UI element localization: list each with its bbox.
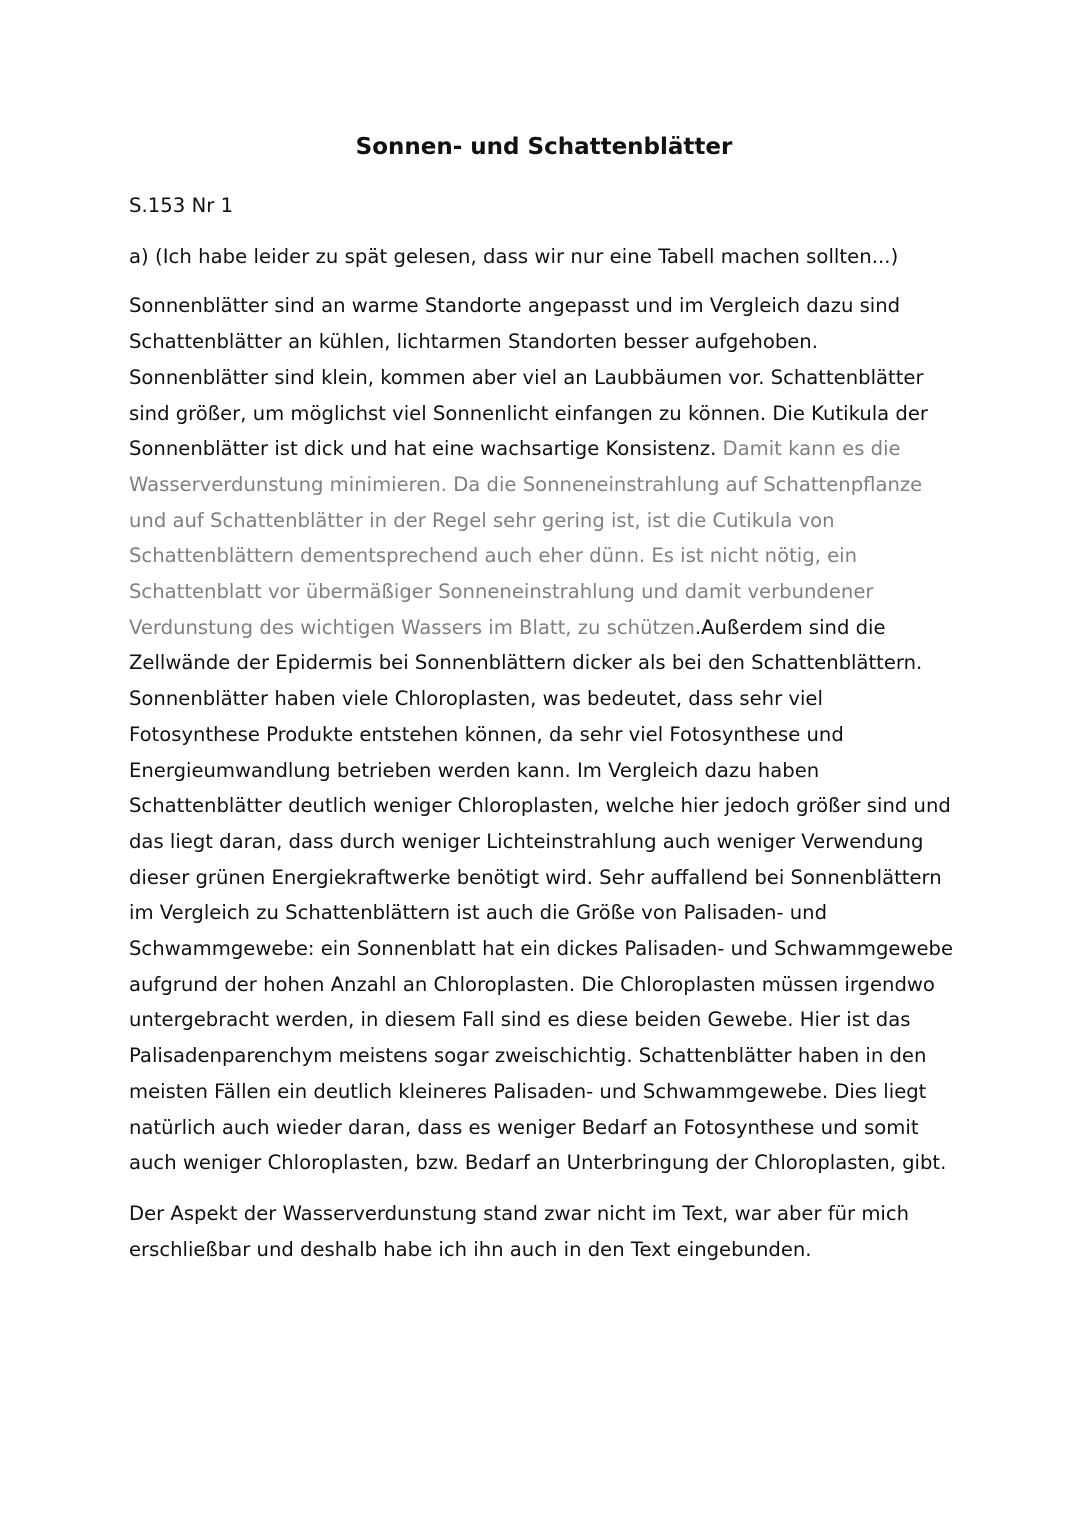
page-reference: S.153 Nr 1 [129, 194, 234, 217]
document-page [129, 130, 959, 1282]
paragraph-1-part-3: .Außerdem sind die Zellwände der Epidermis bei Sonnenblättern dicker als bei den Schattenblättern. Sonnenblätter haben viele Chloroplasten, was bedeutet, dass sehr viel Fotosynthese Produkte entstehen können, da sehr viel Fotosynthese und Energieumwandlung betrieben werden kann. Im Vergleich dazu haben Schattenblätter deutlich weniger Chloroplasten, welche hier jedoch größer sind und das liegt daran, dass durch weniger Lichteinstrahlung auch weniger Verwendung dieser grünen Energiekraftwerke benötigt wird. Sehr auffallend bei Sonnenblättern im Vergleich zu Schattenblättern ist auch die Größe von Palisaden- und Schwammgewebe: ein Sonnenblatt hat ein dickes Palisaden- und Schwammgewebe aufgrund der hohen Anzahl an Chloroplasten. Die Chloroplasten müssen irgendwo untergebracht werden, in diesem Fall sind es diese beiden Gewebe. Hier ist das Palisadenparenchym meistens sogar zweischichtig. Schattenblätter haben in den meisten Fällen ein deutlich kleineres Palisaden- und Schwammgewebe. Dies liegt natürlich auch wieder daran, dass es weniger Bedarf an Fotosynthese und somit auch weniger Chloroplasten, bzw. Bedarf an Unterbringung der Chloroplasten, gibt. [129, 615, 954, 1175]
paragraph-1-muted-part: Damit kann es die Wasserverdunstung minimieren. Da die Sonneneinstrahlung auf Schattenpflanze und auf Schattenblätter in der Regel sehr gering ist, ist die Cutikula von Schattenblättern dementsprechend auch eher dünn. Es ist nicht nötig, ein Schattenblatt vor übermäßiger Sonneneinstrahlung und damit verbundener Verdunstung des wichtigen Wassers im Blatt, zu schützen [129, 437, 923, 639]
body-paragraph-2: Der Aspekt der Wasserverdunstung stand zwar nicht im Text, war aber für mich erschließbar und deshalb habe ich ihn auch in den Text eingebunden. [129, 1201, 910, 1261]
task-note: a) (Ich habe leider zu spät gelesen, dass wir nur eine Tabell machen sollten...) [129, 244, 899, 268]
paragraph-1-part-1: Sonnenblätter sind an warme Standorte angepasst und im Vergleich dazu sind Schattenblätter an kühlen, lichtarmen Standorten besser aufgehoben. Sonnenblätter sind klein, kommen aber viel an Laubbäumen vor. Schattenblätter sind größer, um möglichst viel Sonnenlicht einfangen zu können. Die Kutikula der Sonnenblätter ist dick und hat eine wachsartige Konsistenz. [129, 294, 928, 461]
document-title: Sonnen- und Schattenblätter [355, 134, 733, 160]
body-paragraph-1 [129, 288, 959, 1181]
